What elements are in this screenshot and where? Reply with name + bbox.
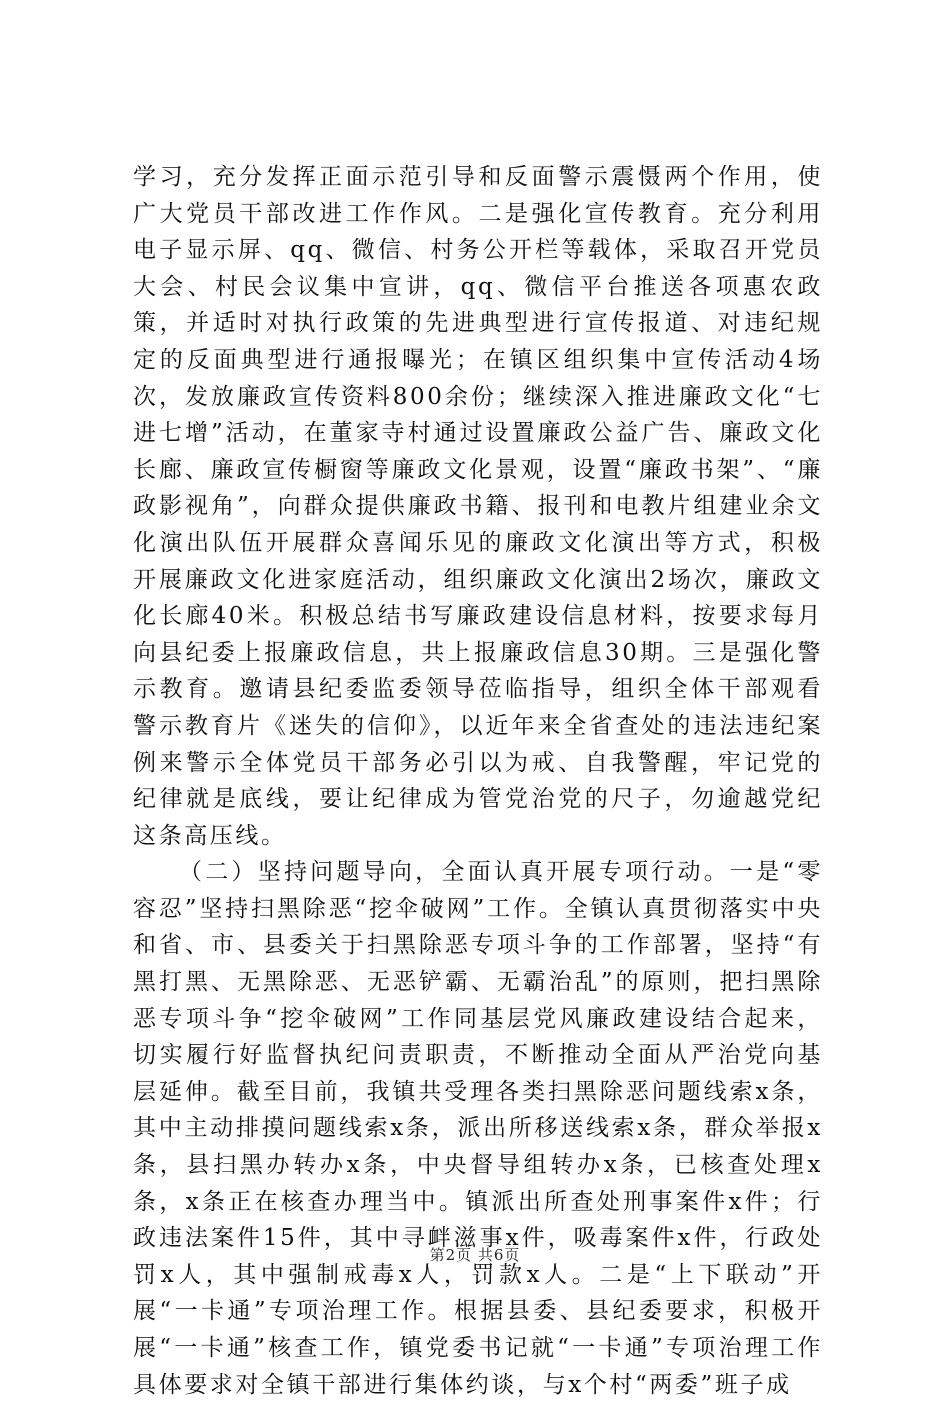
page-footer: 第2页 共6页	[429, 1246, 521, 1264]
paragraph-continued: 学习，充分发挥正面示范引导和反面警示震慑两个作用，使广大党员干部改进工作作风。二是强化宣传教育。充分利用电子显示屏、qq、微信、村务公开栏等载体，采取召开党员大会、村民会议集中宣讲，qq、微信平台推送各项惠农政策，并适时对执行政策的先进典型进行宣传报道、对违纪规定的反面典型进行通报曝光；在镇区组织集中宣传活动4场次，发放廉政宣传资料800余份；继续深入推进廉政文化“七进七增”活动，在董家寺村通过设置廉政公益广告、廉政文化长廊、廉政宣传橱窗等廉政文化景观，设置“廉政书架”、“廉政影视角”，向群众提供廉政书籍、报刊和电教片组建业余文化演出队伍开展群众喜闻乐见的廉政文化演出等方式，积极开展廉政文化进家庭活动，组织廉政文化演出2场次，廉政文化长廊40米。积极总结书写廉政建设信息材料，按要求每月向县纪委上报廉政信息，共上报廉政信息30期。三是强化警示教育。邀请县纪委监委领导莅临指导，组织全体干部观看警示教育片《迷失的信仰》，以近年来全省查处的违法违纪案例来警示全体党员干部务必引以为戒、自我警醒，牢记党的纪律就是底线，要让纪律成为管党治党的尺子，勿逾越党纪这条高压线。	[133, 164, 823, 849]
paragraph-section-two: （二）坚持问题导向，全面认真开展专项行动。一是“零容忍”坚持扫黑除恶“挖伞破网”工作。全镇认真贯彻落实中央和省、市、县委关于扫黑除恶专项斗争的工作部署，坚持“有黑打黑、无黑除恶、无恶铲霸、无霸治乱”的原则，把扫黑除恶专项斗争“挖伞破网”工作同基层党风廉政建设结合起来，切实履行好监督执纪问责职责，不断推动全面从严治党向基层延伸。截至目前，我镇共受理各类扫黑除恶问题线索x条，其中主动排摸问题线索x条，派出所移送线索x条，群众举报x条，县扫黑办转办x条，中央督导组转办x条，已核查处理x条，x条正在核查办理当中。镇派出所查处刑事案件x件；行政违法案件15件，其中寻衅滋事x件，吸毒案件x件，行政处罚x人，其中强制戒毒x人，罚款x人。二是“上下联动”开展“一卡通”专项治理工作。根据县委、县纪委要求，积极开展“一卡通”核查工作，镇党委书记就“一卡通”专项治理工作具体要求对全镇干部进行集体约谈，与x个村“两委”班子成	[133, 859, 823, 1398]
document-body	[133, 159, 823, 1403]
